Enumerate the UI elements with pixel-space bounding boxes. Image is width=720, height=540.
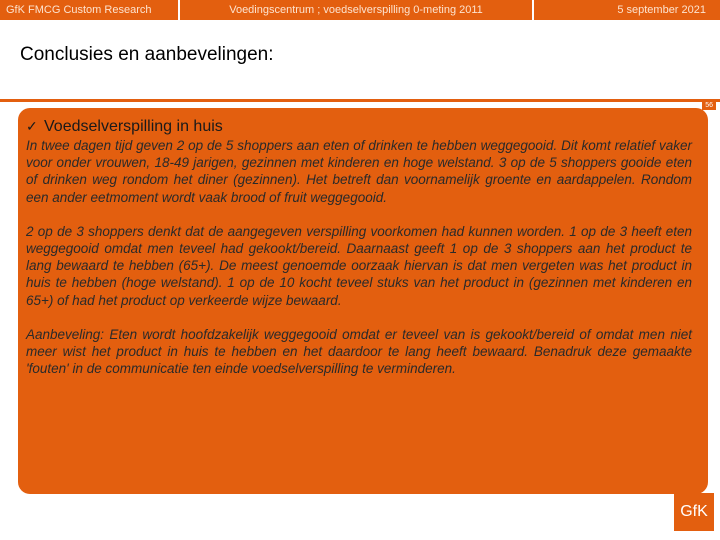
- checkmark-icon: ✓: [26, 118, 38, 134]
- paragraph-recommendation: Aanbeveling: Eten wordt hoofdzakelijk weggegooid omdat er teveel van is gekookt/bereid of omdat men niet meer wist het product in huis te hebben en het daardoor te lang heeft bewaard. Benadruk deze gemaakte 'fouten' in de communicatie ten einde voedselverspilling te verminderen.: [26, 326, 692, 377]
- paragraph-2: 2 op de 3 shoppers denkt dat de aangegeven verspilling voorkomen had kunnen worden. 1 op de 3 heeft eten weggegooid omdat men teveel had gekookt/bereid. Daarnaast geeft 1 op de 3 shoppers aan het product te lang bewaard te hebben (65+). De meest genoemde oorzaak hiervan is dat men vergeten was het product in huis te hebben (hoge welstand). 1 op de 10 kocht teveel stuks van het product in (gezinnen met kinderen en 65+) of had het product op verkeerde wijze bewaard.: [26, 223, 692, 308]
- section-heading-label: Voedselverspilling in huis: [44, 118, 223, 135]
- title-rule: [0, 99, 720, 102]
- panel-content: [26, 118, 692, 377]
- section-heading: [26, 118, 692, 136]
- page-number: 56: [702, 101, 716, 110]
- header-bar: [0, 0, 720, 20]
- page-title: Conclusies en aanbevelingen:: [20, 44, 274, 65]
- paragraph-1: In twee dagen tijd geven 2 op de 5 shoppers aan eten of drinken te hebben weggegooid. Dit komt relatief vaker voor onder vrouwen, 18-49 jarigen, gezinnen met kinderen en hoge welstand. 3 op de 5 shoppers gooide eten of drinken weg rondom het diner (gezinnen). Het betreft dan voornamelijk groente en aardappelen. Rondom een ander eetmoment wordt vaak brood of fruit weggegooid.: [26, 138, 692, 205]
- header-left: GfK FMCG Custom Research: [0, 0, 178, 20]
- gfk-logo: GfK: [674, 493, 714, 531]
- header-right: 5 september 2021: [534, 0, 720, 20]
- header-center: Voedingscentrum ; voedselverspilling 0-meting 2011: [180, 0, 532, 20]
